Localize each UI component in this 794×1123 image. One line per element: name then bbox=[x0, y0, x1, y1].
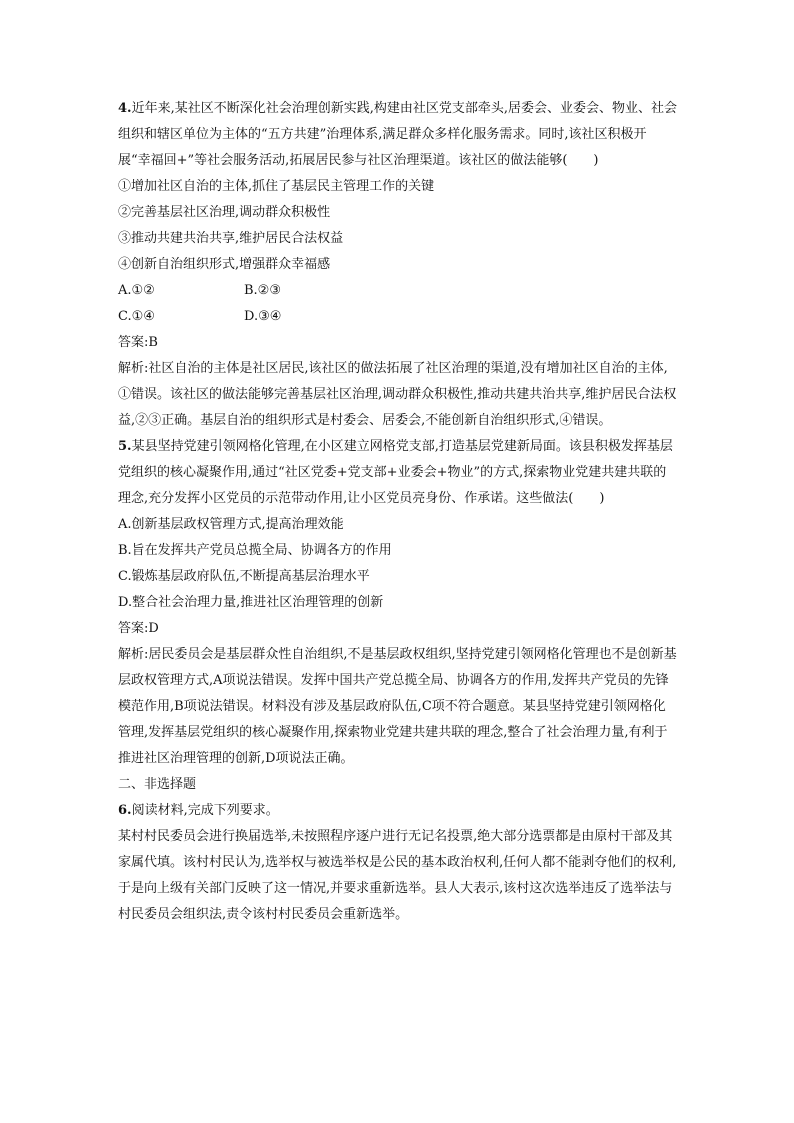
q5-stem-text: 某县坚持党建引领网格化管理,在小区建立网格党支部,打造基层党建新局面。该县积极发挥基层党组织的核心凝聚作用,通过“社区党委+党支部+业委会+物业”的方式,探索物业党建共建共联的理念,充分发挥小区党员的示范带动作用,让小区党员亮身份、作承诺。这些做法( ) bbox=[118, 439, 673, 506]
document-page bbox=[118, 96, 678, 928]
q4-analysis: 解析:社区自治的主体是社区居民,该社区的做法拓展了社区治理的渠道,没有增加社区自治的主体,①错误。该社区的做法能够完善基层社区治理,调动群众积极性,推动共建共治共享,维护居民合法权益,②③正确。基层自治的组织形式是村委会、居委会,不能创新自治组织形式,④错误。 bbox=[118, 361, 677, 428]
q4-answer: 答案:B bbox=[118, 335, 158, 350]
q4-statement-1: ①增加社区自治的主体,抓住了基层民主管理工作的关键 bbox=[118, 179, 435, 194]
q5-option-c: C.锻炼基层政府队伍,不断提高基层治理水平 bbox=[118, 569, 370, 584]
q5-stem bbox=[118, 434, 678, 512]
q6-number: 6. bbox=[118, 803, 132, 818]
q4-options bbox=[118, 278, 678, 330]
q6-stem-text: 阅读材料,完成下列要求。 bbox=[131, 803, 279, 818]
q4-statement-4: ④创新自治组织形式,增强群众幸福感 bbox=[118, 257, 331, 272]
q6-stem bbox=[118, 798, 678, 824]
q5-option-d: D.整合社会治理力量,推进社区治理管理的创新 bbox=[118, 595, 384, 610]
q4-statement-3: ③推动共建共治共享,维护居民合法权益 bbox=[118, 231, 344, 246]
q5-option-b: B.旨在发挥共产党员总揽全局、协调各方的作用 bbox=[118, 543, 392, 558]
q5-analysis: 解析:居民委员会是基层群众性自治组织,不是基层政权组织,坚持党建引领网格化管理也不是创新基层政权管理方式,A项说法错误。发挥中国共产党总揽全局、协调各方的作用,发挥共产党员的先锋模范作用,B项说法错误。材料没有涉及基层政府队伍,C项不符合题意。某县坚持党建引领网格化管理,发挥基层党组织的核心凝聚作用,探索物业党建共建共联的理念,整合了社会治理力量,有利于推进社区治理管理的创新,D项说法正确。 bbox=[118, 647, 677, 766]
q6-material: 某村村民委员会进行换届选举,未按照程序逐户进行无记名投票,绝大部分选票都是由原村干部及其家属代填。该村村民认为,选举权与被选举权是公民的基本政治权利,任何人都不能剥夺他们的权利,于是向上级有关部门反映了这一情况,并要求重新选举。县人大表示,该村这次选举违反了选举法与村民委员会组织法,责令该村村民委员会重新选举。 bbox=[118, 829, 677, 922]
q5-answer: 答案:D bbox=[118, 621, 159, 636]
q4-option-d: D.③④ bbox=[244, 309, 282, 324]
q4-option-b: B.②③ bbox=[244, 283, 281, 298]
q5-option-a: A.创新基层政权管理方式,提高治理效能 bbox=[118, 517, 344, 532]
q4-number: 4. bbox=[118, 101, 132, 116]
q4-option-c: C.①④ bbox=[118, 309, 155, 324]
q4-option-a: A.①② bbox=[118, 283, 155, 298]
section-title-non-choice: 二、非选择题 bbox=[118, 777, 197, 792]
q4-stem bbox=[118, 96, 678, 174]
q5-number: 5. bbox=[118, 439, 132, 454]
q4-stem-text: 近年来,某社区不断深化社会治理创新实践,构建由社区党支部牵头,居委会、业委会、物业、社会组织和辖区单位为主体的“五方共建”治理体系,满足群众多样化服务需求。同时,该社区积极开展“幸福回+”等社会服务活动,拓展居民参与社区治理渠道。该社区的做法能够( ) bbox=[118, 101, 677, 168]
q4-statement-2: ②完善基层社区治理,调动群众积极性 bbox=[118, 205, 331, 220]
